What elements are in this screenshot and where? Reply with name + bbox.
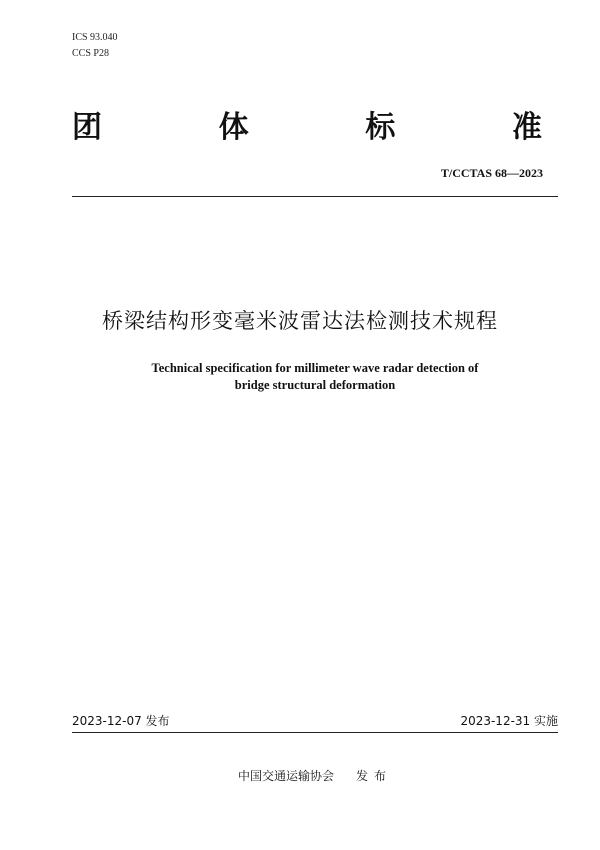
classification-codes: [72, 30, 118, 62]
top-divider: [72, 196, 558, 197]
category-char: 准: [511, 110, 542, 145]
ccs-code: CCS P28: [72, 48, 109, 59]
issuer-name: 中国交通运输协会: [237, 769, 334, 783]
english-title: [0, 360, 600, 394]
chinese-title: 桥梁结构形变毫米波雷达法检测技术规程: [102, 309, 498, 333]
ics-code: ICS 93.040: [72, 32, 118, 43]
category-char: 体: [218, 110, 249, 145]
bottom-divider: [72, 732, 558, 733]
release-date: 2023-12-07 发布: [72, 714, 170, 728]
document-category-title: [72, 108, 542, 148]
english-title-line-1: Technical specification for millimeter wave radar detection of: [151, 361, 479, 375]
issuer-line: [0, 767, 600, 784]
english-title-line-2: bridge structural deformation: [234, 378, 396, 392]
implementation-date: 2023-12-31 实施: [460, 714, 558, 728]
standard-number: T/CCTAS 68—2023: [440, 166, 543, 180]
issuer-action: 发布: [356, 769, 393, 783]
category-char: 标: [365, 110, 396, 145]
category-char: 团: [72, 110, 102, 145]
